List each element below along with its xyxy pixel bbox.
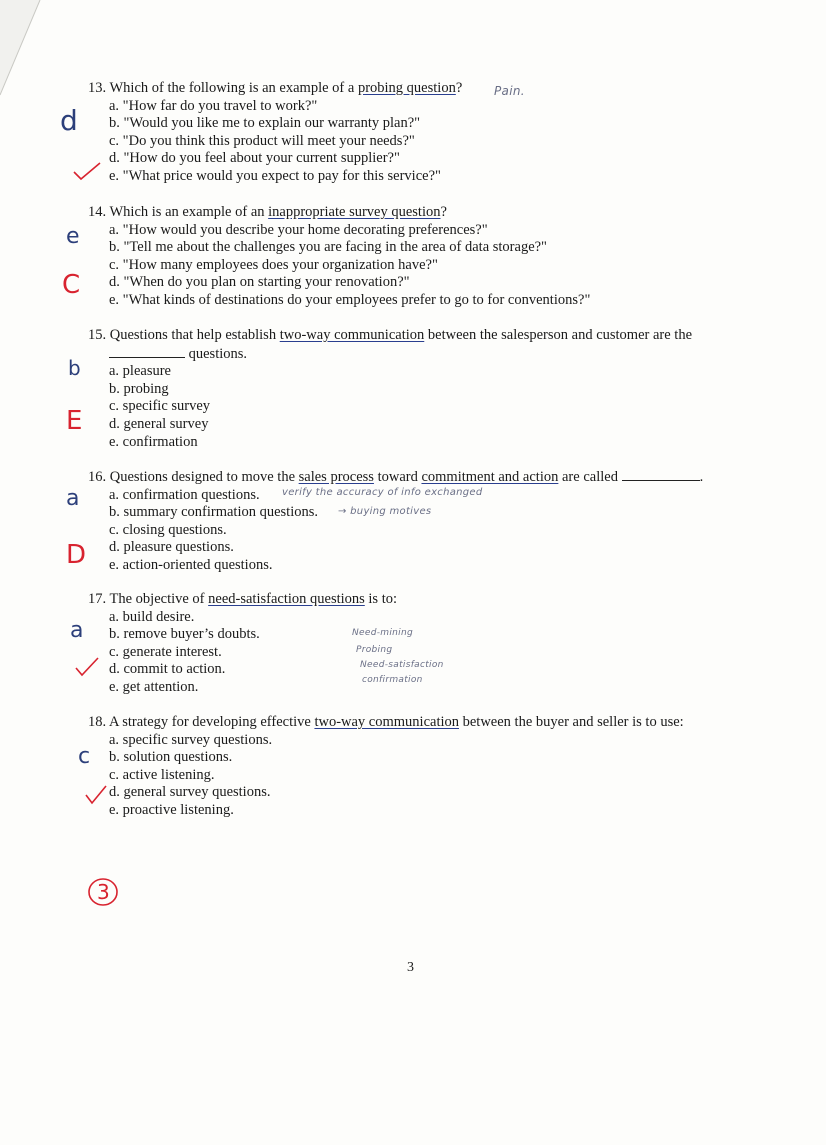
underlined-phrase: commitment and action bbox=[421, 469, 559, 485]
underlined-phrase: two-way communication bbox=[279, 327, 425, 343]
option-a: a. "How far do you travel to work?" bbox=[109, 97, 318, 114]
question-17 bbox=[88, 591, 397, 697]
question-16 bbox=[88, 468, 703, 575]
option-c: c. generate interest. bbox=[109, 643, 222, 660]
paper-fold bbox=[0, 0, 60, 100]
option-a: a. specific survey questions. bbox=[109, 731, 273, 748]
handwritten-answer-q13: d bbox=[60, 104, 78, 137]
red-check-icon bbox=[74, 656, 100, 678]
red-correction-q16: D bbox=[66, 540, 87, 570]
question-number: 15. bbox=[88, 327, 107, 343]
handwritten-side-note: Need-mining bbox=[352, 628, 413, 638]
handwritten-side-note: Need-satisfaction bbox=[360, 660, 444, 670]
option-list bbox=[88, 363, 692, 451]
question-number: 14. bbox=[88, 204, 107, 220]
option-e: e. confirmation bbox=[109, 433, 198, 450]
question-stem: 18. A strategy for developing effective two-way communication between the buyer and seller is to use: bbox=[88, 714, 684, 730]
red-correction-q15: E bbox=[66, 406, 83, 436]
option-a: a. confirmation questions. bbox=[109, 486, 260, 503]
option-c: c. closing questions. bbox=[109, 521, 227, 538]
question-number: 18. bbox=[88, 714, 107, 730]
question-stem: 17. The objective of need-satisfaction questions is to: bbox=[88, 591, 398, 607]
option-a: a. build desire. bbox=[109, 608, 195, 625]
answer-blank bbox=[109, 345, 185, 358]
option-d: d. "How do you feel about your current supplier?" bbox=[109, 150, 400, 167]
option-d: d. general survey questions. bbox=[109, 784, 271, 801]
option-d: d. general survey bbox=[109, 415, 209, 432]
option-list bbox=[88, 487, 703, 575]
option-e: e. action-oriented questions. bbox=[109, 556, 273, 573]
question-stem: 16. Questions designed to move the sales process toward commitment and action are called . bbox=[88, 469, 704, 485]
answer-blank bbox=[622, 468, 700, 481]
option-d: d. pleasure questions. bbox=[109, 539, 234, 556]
handwritten-margin-note: → buying motives bbox=[338, 506, 432, 517]
option-b: b. "Would you like me to explain our warranty plan?" bbox=[109, 115, 421, 132]
option-list bbox=[88, 98, 462, 186]
red-correction-q14: C bbox=[62, 270, 81, 300]
option-b: b. summary confirmation questions. bbox=[109, 504, 319, 521]
question-15 bbox=[88, 327, 692, 451]
question-14 bbox=[88, 204, 590, 310]
option-e: e. proactive listening. bbox=[109, 801, 234, 818]
handwritten-side-note: Probing bbox=[356, 645, 393, 655]
handwritten-answer-q16: a bbox=[66, 486, 80, 511]
option-list bbox=[88, 732, 684, 820]
question-13 bbox=[88, 80, 462, 186]
underlined-phrase: sales process bbox=[298, 469, 374, 485]
option-b: b. solution questions. bbox=[109, 749, 233, 766]
option-d: d. commit to action. bbox=[109, 661, 226, 678]
option-e: e. "What kinds of destinations do your employees prefer to go to for conventions?" bbox=[109, 291, 591, 308]
red-check-icon bbox=[72, 160, 102, 182]
question-number: 17. bbox=[88, 591, 107, 607]
question-stem: 14. Which is an example of an inappropriate survey question? bbox=[88, 204, 447, 220]
option-b: b. remove buyer’s doubts. bbox=[109, 626, 260, 643]
question-number: 13. bbox=[88, 80, 107, 96]
option-e: e. "What price would you expect to pay for this service?" bbox=[109, 167, 441, 184]
option-a: a. pleasure bbox=[109, 363, 171, 380]
option-b: b. "Tell me about the challenges you are facing in the area of data storage?" bbox=[109, 239, 547, 256]
question-stem-line2: questions. bbox=[88, 345, 692, 364]
score-value: 3 bbox=[97, 880, 110, 904]
underlined-phrase: need-satisfaction questions bbox=[208, 591, 365, 607]
option-list bbox=[88, 609, 397, 697]
handwritten-answer-q15: b bbox=[68, 356, 81, 380]
option-c: c. "Do you think this product will meet your needs?" bbox=[109, 132, 415, 149]
underlined-phrase: two-way communication bbox=[314, 714, 459, 730]
underlined-phrase: probing question bbox=[357, 80, 456, 96]
question-stem: 15. Questions that help establish two-way communication between the salesperson and customer are the bbox=[88, 327, 693, 343]
option-e: e. get attention. bbox=[109, 678, 199, 695]
option-d: d. "When do you plan on starting your renovation?" bbox=[109, 274, 410, 291]
option-b: b. probing bbox=[109, 380, 169, 397]
question-number: 16. bbox=[88, 469, 107, 485]
option-c: c. active listening. bbox=[109, 766, 215, 783]
option-c: c. specific survey bbox=[109, 398, 211, 415]
handwritten-answer-q17: a bbox=[70, 618, 84, 643]
handwritten-answer-q18: c bbox=[78, 744, 91, 769]
option-a: a. "How would you describe your home decorating preferences?" bbox=[109, 221, 488, 238]
question-18 bbox=[88, 714, 684, 820]
handwritten-answer-q14: e bbox=[66, 224, 80, 249]
page-number: 3 bbox=[407, 960, 414, 975]
handwritten-side-note: confirmation bbox=[362, 675, 423, 685]
option-list bbox=[88, 222, 590, 310]
underlined-phrase: inappropriate survey question bbox=[268, 204, 441, 220]
option-c: c. "How many employees does your organization have?" bbox=[109, 256, 438, 273]
handwritten-margin-note: verify the accuracy of info exchanged bbox=[282, 487, 483, 498]
handwritten-margin-note: Pain. bbox=[494, 84, 525, 98]
question-stem: 13. Which of the following is an example of a probing question? bbox=[88, 80, 463, 96]
red-check-icon bbox=[84, 784, 108, 806]
